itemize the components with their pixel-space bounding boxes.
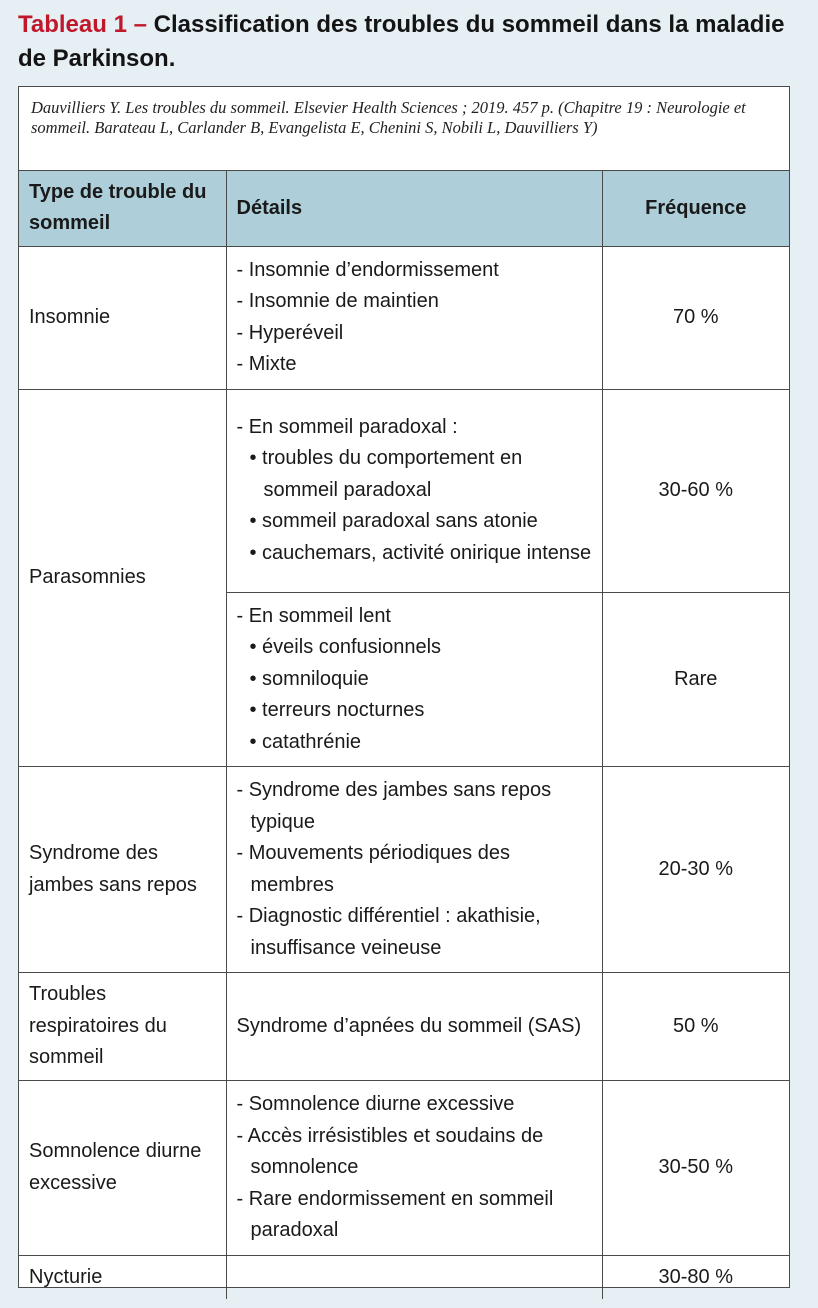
cell-frequency: 70 % [602,246,789,389]
cell-frequency: 30-60 % [602,389,789,592]
detail-line: Syndrome d’apnées du sommeil (SAS) [236,1014,582,1037]
detail-line: - Mixte [236,353,297,375]
detail-line: - Diagnostic différentiel : akathisie, insuffisance veineuse [236,905,541,959]
cell-frequency: 30-50 % [602,1081,789,1256]
cell-type: Nycturie [19,1255,226,1299]
cell-details [226,389,602,592]
detail-bullet: • catathrénie [249,730,362,753]
cell-details [226,246,602,389]
table-title-text: Classification des troubles du sommeil dans la maladie de Parkinson. [18,11,785,72]
detail-bullet: • éveils confusionnels [249,636,442,658]
cell-details [226,1255,602,1299]
detail-bullet: • sommeil paradoxal sans atonie [249,510,538,533]
sleep-disorders-table [19,171,789,1299]
table-row [19,389,789,592]
cell-frequency: 20-30 % [602,767,789,973]
detail-line: - Somnolence diurne excessive [236,1093,515,1115]
table-container [18,86,790,1288]
header-details: Détails [226,171,602,246]
cell-type: Troubles respiratoires du sommeil [19,973,226,1081]
table-row [19,973,789,1081]
cell-type: Parasomnies [19,389,226,767]
detail-bullet: • somniloquie [249,667,369,690]
cell-type: Syndrome des jambes sans repos [19,767,226,973]
cell-details [226,592,602,767]
detail-line: - Mouvements périodiques des membres [236,842,510,896]
cell-frequency: 30-80 % [602,1255,789,1299]
detail-line: - Insomnie de maintien [236,290,439,312]
detail-bullet: • terreurs nocturnes [249,699,425,721]
detail-line: - En sommeil paradoxal : [236,415,458,438]
cell-frequency: Rare [602,592,789,767]
header-type: Type de trouble du sommeil [19,171,226,246]
detail-line: - Insomnie d’endormissement [236,258,499,281]
header-frequency: Fréquence [602,171,789,246]
table-row [19,1255,789,1299]
detail-line: - Rare endormissement en sommeil paradoxal [236,1187,554,1241]
cell-type: Somnolence diurne excessive [19,1081,226,1256]
table-number-label: Tableau 1 – [18,11,147,38]
header-row [19,171,789,246]
cell-type: Insomnie [19,246,226,389]
detail-line: - Syndrome des jambes sans repos typique [236,779,552,833]
detail-line: - En sommeil lent [236,604,391,627]
source-citation: Dauvilliers Y. Les troubles du sommeil. Elsevier Health Sciences ; 2019. 457 p. (Chapitre 19 : Neurologie et sommeil. Barateau L, Carlander B, Evangelista E, Chenini S, Nobili L, Dauvilliers Y) [19,87,789,171]
table-row [19,246,789,389]
table-title [18,8,808,76]
detail-line: - Accès irrésistibles et soudains de somnolence [236,1124,544,1178]
table-row [19,767,789,973]
cell-frequency: 50 % [602,973,789,1081]
cell-details [226,973,602,1081]
cell-details [226,767,602,973]
table-row [19,1081,789,1256]
detail-bullet: • troubles du comportement en sommeil paradoxal [249,447,523,501]
detail-line: - Hyperéveil [236,321,344,344]
cell-details [226,1081,602,1256]
detail-bullet: • cauchemars, activité onirique intense [249,541,592,564]
